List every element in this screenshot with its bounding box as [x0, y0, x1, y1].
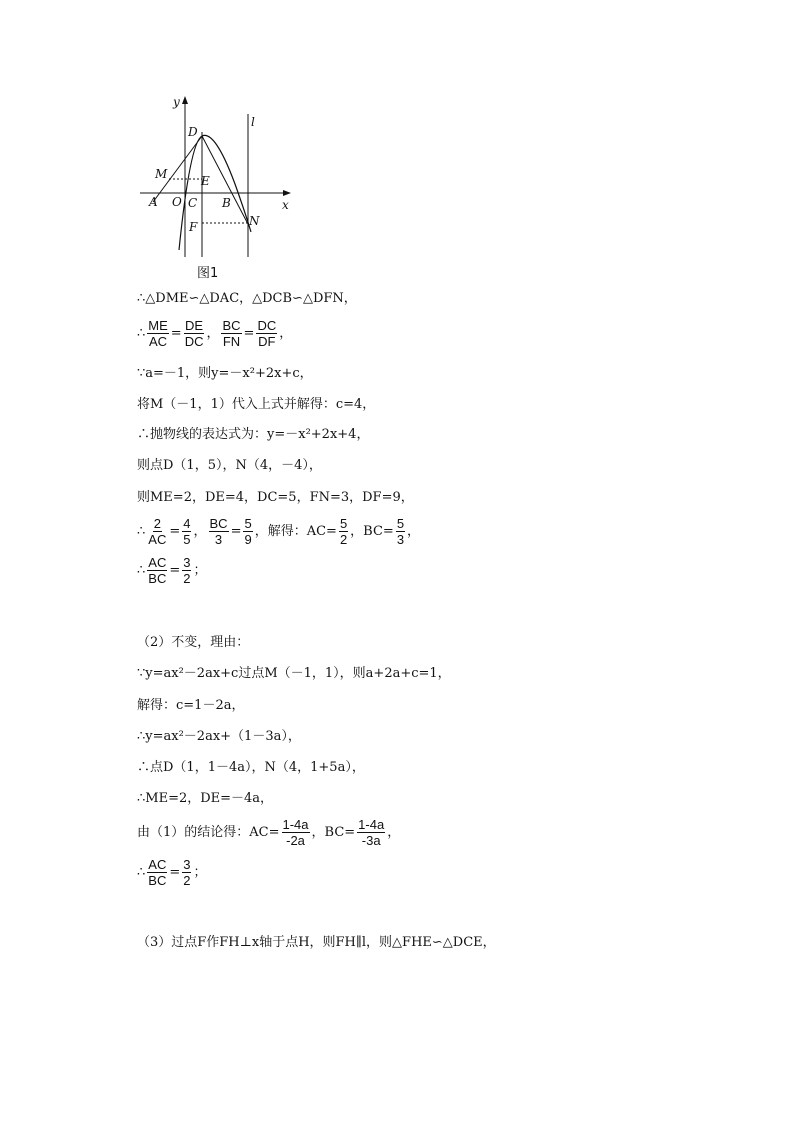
- figure-caption: 图1: [197, 266, 219, 281]
- fraction: $\frac{1-4a}{-3a}$: [358, 817, 385, 848]
- solution-line-18: （3）过点F作FH⊥x轴于点H，则FH∥l，则△FHE∽△DCE，: [137, 935, 496, 950]
- label-O: O: [172, 195, 182, 209]
- solution-line-2: ∴ $\frac{ME}{AC}$ = $\frac{DE}{DC}$ ， $\frac{BC}{FN}$ = $\frac{DC}{DF}$ ，: [137, 318, 293, 349]
- label-l: l: [251, 115, 255, 129]
- label-B: B: [222, 196, 231, 210]
- solution-line-3: ∵a=－1，则y=－x²+2x+c，: [137, 366, 313, 381]
- fraction: $\frac{3}{2}$: [183, 555, 191, 586]
- fraction: $\frac{3}{2}$: [183, 857, 191, 888]
- solution-line-7: 则ME=2，DE=4，DC=5，FN=3，DF=9，: [137, 490, 414, 505]
- fraction: $\frac{BC}{3}$: [209, 516, 228, 547]
- fraction: $\frac{DE}{DC}$: [184, 318, 204, 349]
- label-x: x: [282, 198, 289, 212]
- solution-line-9: ∴ $\frac{AC}{BC}$ = $\frac{3}{2}$ ；: [137, 555, 207, 586]
- fraction: $\frac{4}{5}$: [183, 516, 191, 547]
- fraction: $\frac{ME}{AC}$: [148, 318, 168, 349]
- solution-line-8: ∴ $\frac{2}{AC}$ = $\frac{4}{5}$ ， $\frac{BC}{3}$ = $\frac{5}{9}$ ，解得：AC= $\frac{5}{2}$ ，BC= $\frac{5}{3}$ ，: [137, 516, 421, 547]
- fraction: $\frac{AC}{BC}$: [148, 857, 167, 888]
- solution-line-11: ∵y=ax²－2ax+c过点M（－1，1），则a+2a+c=1，: [137, 666, 451, 681]
- fraction: $\frac{DC}{DF}$: [257, 318, 277, 349]
- fraction: $\frac{AC}{BC}$: [148, 555, 167, 586]
- solution-line-5: ∴抛物线的表达式为：y=－x²+2x+4，: [137, 427, 370, 442]
- label-E: E: [201, 174, 210, 188]
- solution-line-15: ∴ME=2，DE=－4a，: [137, 791, 274, 806]
- label-N: N: [249, 214, 260, 228]
- fraction: $\frac{2}{AC}$: [148, 516, 167, 547]
- label-D: D: [188, 125, 198, 139]
- parabola-figure: [135, 92, 300, 262]
- fraction: $\frac{5}{2}$: [339, 516, 348, 547]
- label-F: F: [189, 220, 198, 234]
- label-A: A: [149, 195, 158, 209]
- label-C: C: [188, 196, 198, 210]
- solution-line-6: 则点D（1，5），N（4，－4），: [137, 458, 322, 473]
- fraction: $\frac{5}{3}$: [396, 516, 405, 547]
- solution-line-1: ∴△DME∽△DAC，△DCB∽△DFN，: [137, 291, 357, 306]
- solution-line-12: 解得：c=1－2a，: [137, 698, 245, 713]
- label-M: M: [155, 167, 168, 181]
- fraction: $\frac{5}{9}$: [244, 516, 252, 547]
- label-y: y: [173, 95, 180, 109]
- solution-line-13: ∴y=ax²－2ax+（1－3a），: [137, 729, 301, 744]
- solution-line-17: ∴ $\frac{AC}{BC}$ = $\frac{3}{2}$ ；: [137, 857, 207, 888]
- solution-line-4: 将M（－1，1）代入上式并解得：c=4，: [137, 397, 376, 412]
- solution-line-10: （2）不变，理由：: [137, 635, 250, 650]
- fraction: $\frac{BC}{FN}$: [222, 318, 241, 349]
- solution-line-16: 由（1）的结论得：AC= $\frac{1-4a}{-2a}$ ，BC= $\frac{1-4a}{-3a}$ ，: [137, 817, 401, 848]
- fraction: $\frac{1-4a}{-2a}$: [282, 817, 309, 848]
- solution-line-14: ∴点D（1，1－4a），N（4，1+5a），: [137, 760, 365, 775]
